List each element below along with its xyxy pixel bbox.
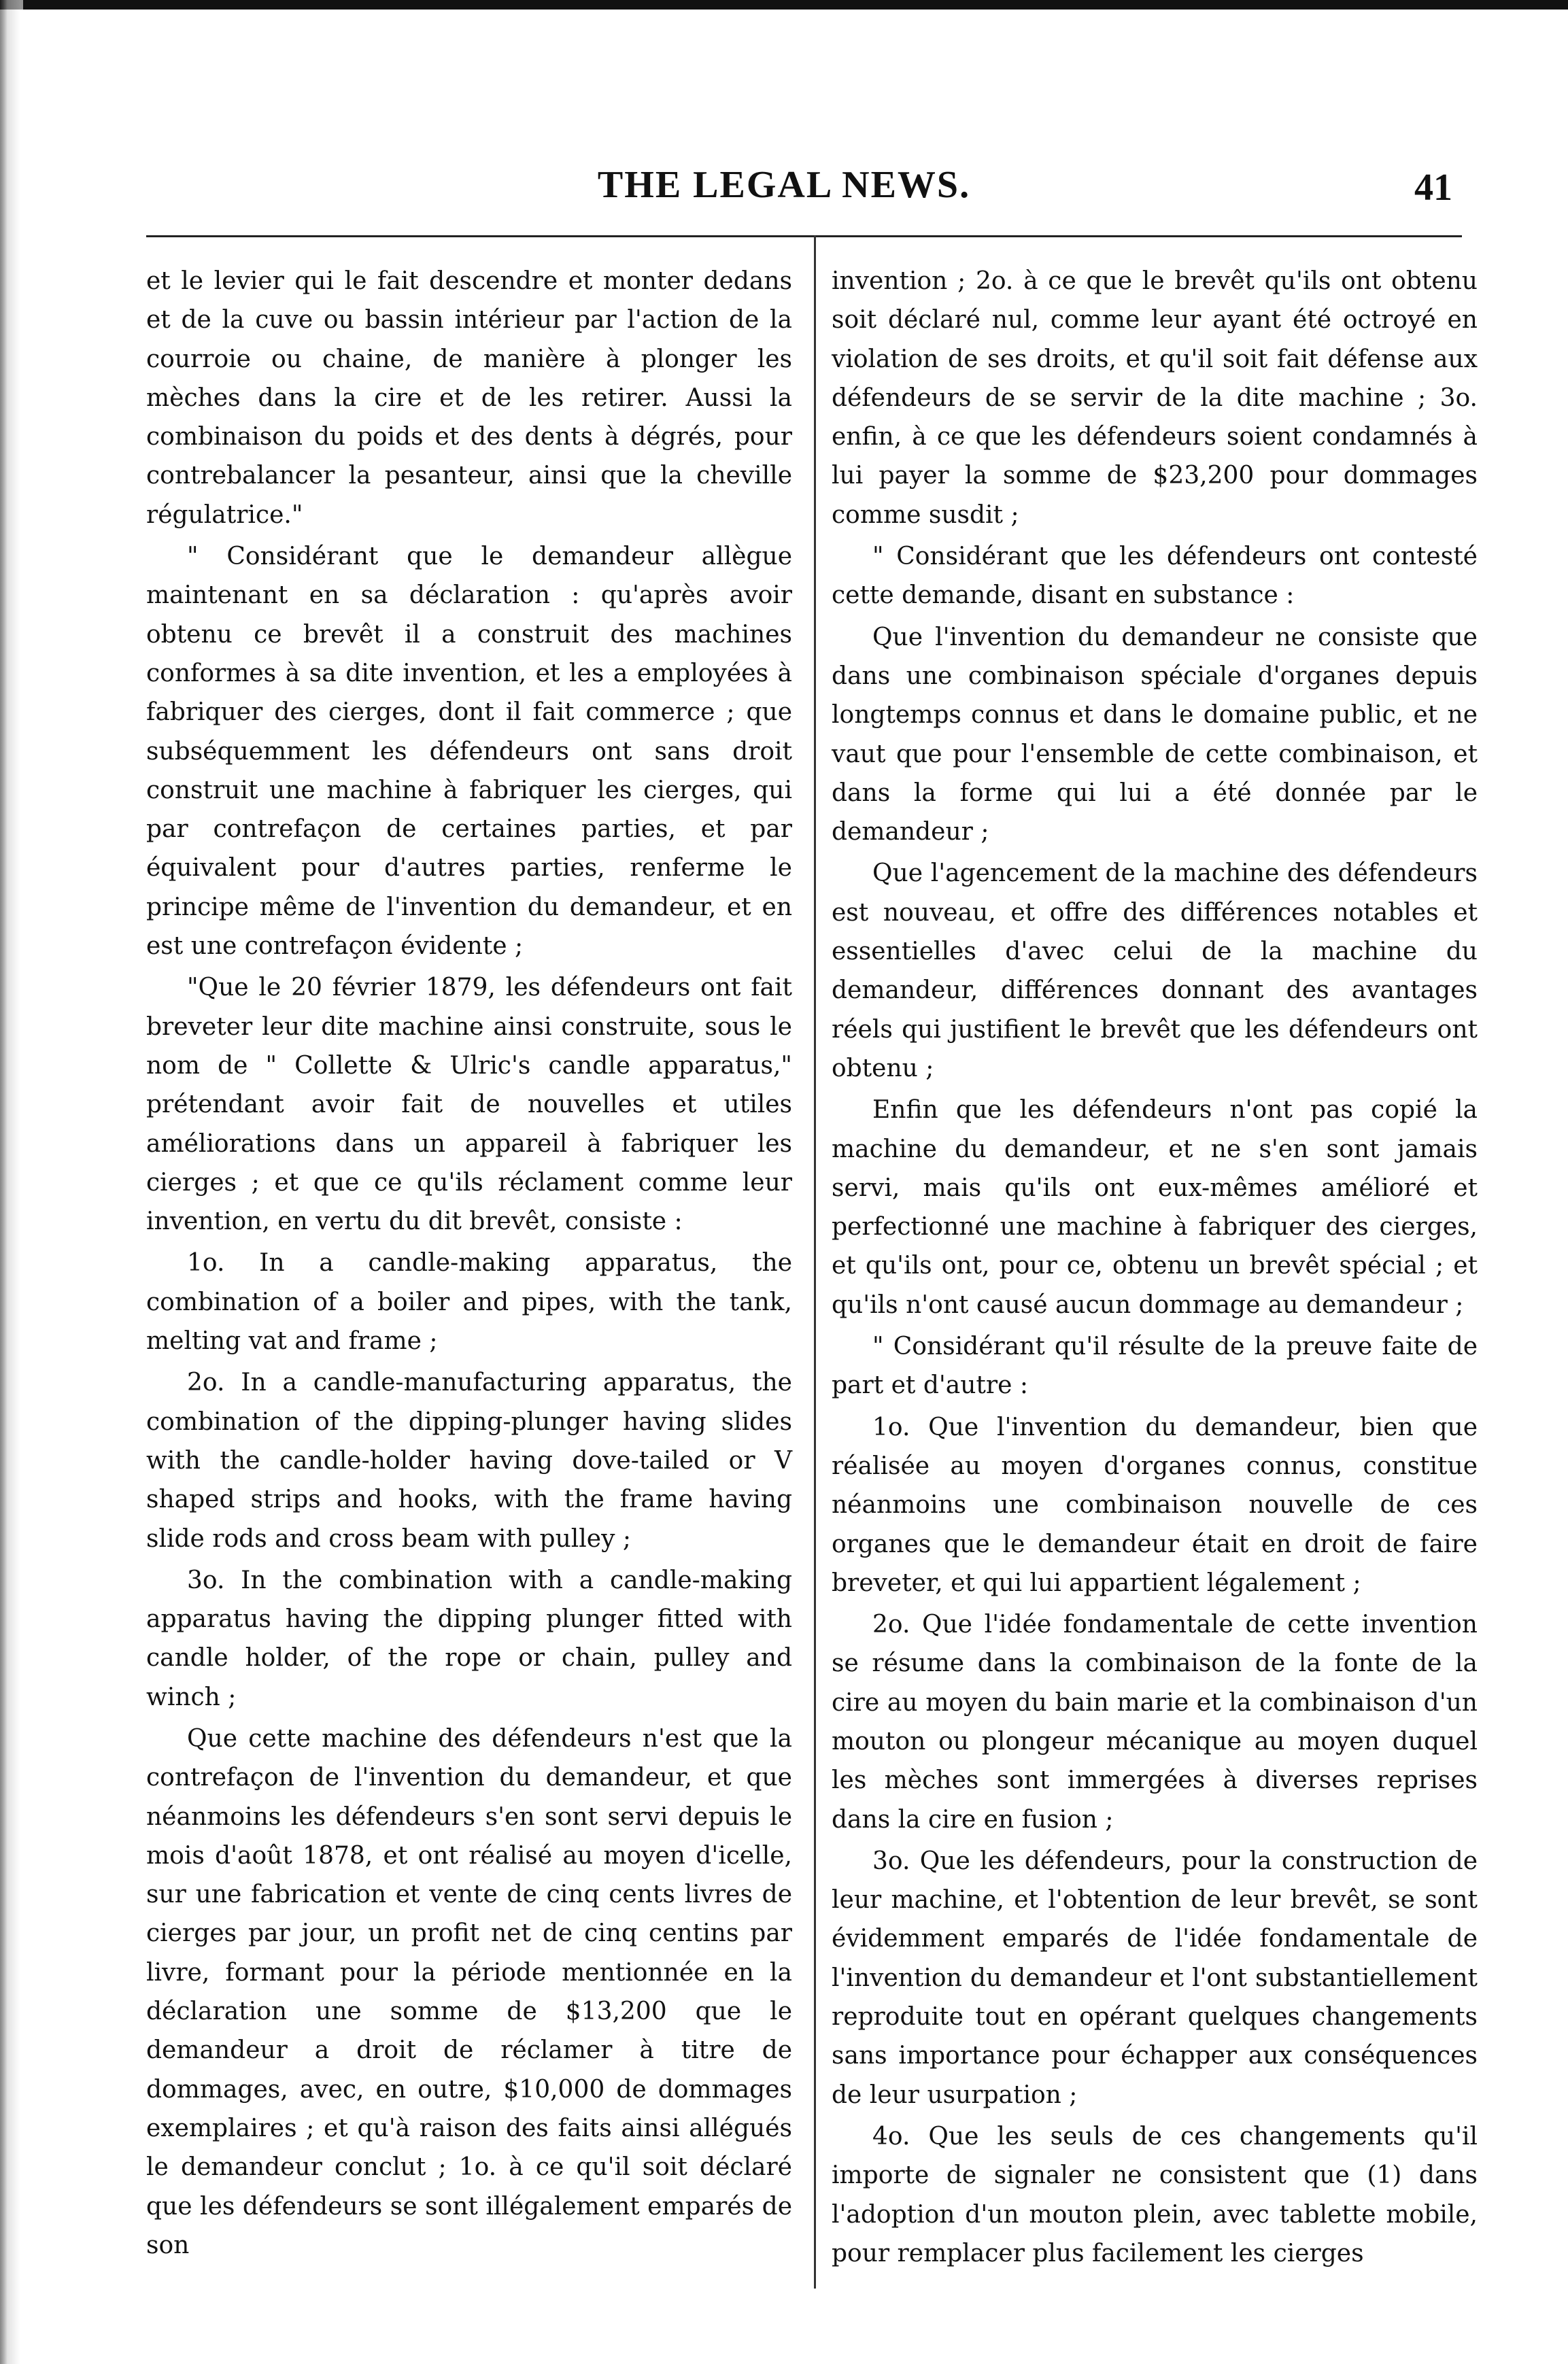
paragraph: " Considérant qu'il résulte de la preuve faite de part et d'autre : [832,1333,1478,1400]
paragraph: "Que le 20 février 1879, les défendeurs ont fait breveter leur dite machine ainsi construite, sous le nom de " Collette & Ulric's candle apparatus," prétendant avoir fait de nouvelles et utiles améliorations dans un appareil à fabriquer les cierges ; et que ce qu'ils réclament comme leur invention, en vertu du dit brevêt, consiste : [146,974,792,1236]
paragraph: invention ; 2o. à ce que le brevêt qu'ils ont obtenu soit déclaré nul, comme leur ayant été octroyé en violation de ses droits, et qu'il soit fait défense aux défendeurs de se servir de la dite machine ; 3o. enfin, à ce que les défendeurs soient condamnés à lui payer la somme de $23,200 pour dommages comme susdit ; [832,267,1478,529]
paragraph: Que cette machine des défendeurs n'est que la contrefaçon de l'invention du demandeur, et que néanmoins les défendeurs s'en sont servi depuis le mois d'août 1878, et ont réalisé au moyen d'icelle, sur une fabrication et vente de cinq cents livres de cierges par jour, un profit net de cinq centins par livre, formant pour la période mentionnée en la déclaration une somme de $13,200 que le demandeur a droit de réclamer à titre de dommages, avec, en outre, $10,000 de dommages exemplaires ; et qu'à raison des faits ainsi allégués le demandeur conclut ; 1o. à ce qu'il soit déclaré que les défendeurs se sont illégalement emparés de son [146,1724,792,2259]
paragraph: " Considérant que les défendeurs ont contesté cette demande, disant en substance : [832,543,1478,610]
paragraph: 2o. In a candle-manufacturing apparatus, the combination of the dipping-plunger having slides with the candle-holder having dove-tailed or V shaped strips and hooks, with the frame having slide rods and cross beam with pulley ; [146,1369,792,1553]
binding-edge [0,0,23,2364]
paragraph: Que l'invention du demandeur ne consiste que dans une combinaison spéciale d'organes depuis longtemps connus et dans le domaine public, et ne vaut que pour l'ensemble de cette combinaison, et dans la forme qui lui a été donnée par le demandeur ; [832,623,1478,846]
paragraph: 3o. In the combination with a candle-making apparatus having the dipping plunger fitted with candle holder, of the rope or chain, pulley and winch ; [146,1566,792,1711]
paragraph: Que l'agencement de la machine des défendeurs est nouveau, et offre des différences notables et essentielles d'avec celui de la machine du demandeur, différences donnant des avantages réels qui justifient le brevêt que les défendeurs ont obtenu ; [832,859,1478,1082]
paragraph: 3o. Que les défendeurs, pour la construction de leur machine, et l'obtention de leur brevêt, se sont évidemment emparés de l'idée fondamentale de l'invention du demandeur et l'ont substantiellement reproduite tout en opérant quelques changements sans importance pour échapper aux conséquences de leur usurpation ; [832,1847,1478,2109]
column-divider [814,235,816,2289]
paragraph: et le levier qui le fait descendre et monter dedans et de la cuve ou bassin intérieur par l'action de la courroie ou chaine, de manière à plonger les mèches dans la cire et de les retirer. Aussi la combinaison du poids et des dents à dégrés, pour contrebalancer la pesanteur, ainsi que la cheville régulatrice." [146,267,792,529]
paragraph: 2o. Que l'idée fondamentale de cette invention se résume dans la combinaison de la fonte de la cire au moyen du bain marie et la combinaison d'un mouton ou plongeur mécanique au moyen duquel les mèches sont immergées à diverses reprises dans la cire en fusion ; [832,1611,1478,1834]
paragraph: 4o. Que les seuls de ces changements qu'il importe de signaler ne consistent que (1) dans l'adoption d'un mouton plein, avec tablette mobile, pour remplacer plus facilement les cierges [832,2122,1478,2267]
page-top-edge [0,0,1568,10]
page-number: 41 [1414,167,1452,209]
left-column [146,262,792,2267]
paragraph: 1o. In a candle-making apparatus, the combination of a boiler and pipes, with the tank, melting vat and frame ; [146,1249,792,1356]
header-rule [146,235,1462,237]
paragraph: Enfin que les défendeurs n'ont pas copié la machine du demandeur, et ne s'en sont jamais servi, mais qu'ils ont eux-mêmes amélioré et perfectionné une machine à fabriquer des cierges, et qu'ils ont, pour ce, obtenu un brevêt spécial ; et qu'ils n'ont causé aucun dommage au demandeur ; [832,1096,1478,1319]
paragraph: " Considérant que le demandeur allègue maintenant en sa déclaration : qu'après avoir obtenu ce brevêt il a construit des machines conformes à sa dite invention, et les a employées à fabriquer des cierges, dont il fait commerce ; que subséquemment les défendeurs ont sans droit construit une machine à fabriquer les cierges, qui par contrefaçon de certaines parties, et par équivalent pour d'autres parties, renferme le principe même de l'invention du demandeur, et en est une contrefaçon évidente ; [146,543,792,961]
right-column [832,262,1478,2276]
running-header-title: THE LEGAL NEWS. [597,164,971,206]
paragraph: 1o. Que l'invention du demandeur, bien que réalisée au moyen d'organes connus, constitue néanmoins une combinaison nouvelle de ces organes que le demandeur était en droit de faire breveter, et qui lui appartient légalement ; [832,1413,1478,1597]
